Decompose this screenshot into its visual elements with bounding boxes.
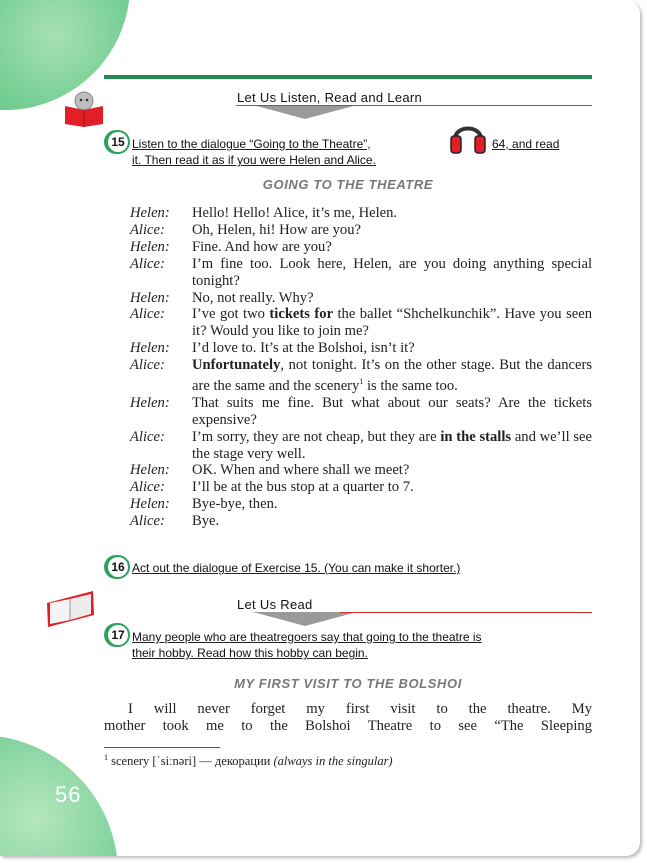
dialogue-text: is the same too. — [363, 377, 458, 394]
dialogue-text: OK. When and where shall we meet? — [192, 462, 410, 479]
dialogue-text: the ballet “Shchelkunchik”. Have you seen it? Would you like to join me? — [192, 306, 592, 340]
speaker-name: Helen: — [130, 289, 170, 306]
speaker-name: Helen: — [130, 340, 170, 357]
emphasized-phrase: in the stalls — [440, 428, 512, 445]
dialogue-line — [192, 306, 592, 340]
dialogue-row — [130, 306, 592, 340]
reader-icon — [62, 90, 106, 128]
speaker-name: Alice: — [130, 221, 165, 238]
speaker-name: Alice: — [130, 255, 165, 272]
exercise-15-line2 — [132, 152, 376, 168]
dialogue-text: and we’ll see the stage very well. — [192, 428, 593, 462]
dialogue-line — [192, 290, 592, 307]
section-underline-read — [340, 612, 592, 613]
exercise-15-instruction — [132, 136, 371, 152]
dialogue-line — [192, 496, 592, 513]
dialogue-row — [130, 395, 592, 429]
dialogue-row — [130, 239, 592, 256]
dialogue-line — [192, 222, 592, 239]
footnote-ref: 1 — [359, 377, 364, 387]
open-book-icon — [44, 589, 96, 629]
dialogue-text: Hello! Hello! Alice, it’s me, Helen. — [192, 205, 398, 221]
dialogue-line — [192, 462, 592, 479]
dialogue-row — [130, 357, 592, 395]
dialogue-line — [192, 256, 592, 290]
dialogue-row — [130, 429, 592, 463]
dialogue-row — [130, 479, 592, 496]
footnote-dash: — — [199, 754, 212, 769]
footnote-word: scenery — [111, 754, 150, 769]
section-heading-listen: Let Us Listen, Read and Learn — [237, 90, 423, 105]
exercise-number-16: 16 — [106, 555, 130, 579]
speaker-name: Helen: — [130, 394, 170, 411]
dialogue-row — [130, 513, 592, 530]
exercise-15-line2-text: it. Then read it as if you were Helen and Alice. — [132, 153, 376, 167]
dialogue-line — [192, 340, 592, 357]
track-number-text: 64, and read — [492, 137, 560, 151]
dialogue-text: I’m fine too. Look here, Helen, are you doing anything special tonight? — [192, 255, 592, 289]
footnote-rule — [104, 747, 220, 748]
speaker-name: Alice: — [130, 428, 165, 445]
section-underline — [236, 105, 592, 106]
dialogue-text: Bye-bye, then. — [192, 496, 278, 513]
dialogue-text: I’m sorry, they are not cheap, but they are — [192, 428, 441, 445]
dialogue-text: No, not really. Why? — [192, 289, 314, 306]
exercise-17-line1-text: Many people who are theatregoers say that going to the theatre is — [132, 630, 482, 644]
dialogue-line — [192, 205, 592, 222]
exercise-number-15: 15 — [106, 130, 130, 154]
speaker-name: Helen: — [130, 496, 170, 513]
dialogue-row — [130, 256, 592, 290]
exercise-17-line2-text: their hobby. Read how this hobby can begin. — [132, 646, 368, 660]
section-heading-read: Let Us Read — [237, 597, 313, 612]
speaker-name: Alice: — [130, 357, 165, 374]
speaker-name: Alice: — [130, 479, 165, 496]
emphasized-phrase: Unfortunately — [192, 357, 281, 374]
dialogue-text: I’ll be at the bus stop at a quarter to 7. — [192, 479, 414, 496]
exercise-17-line1 — [132, 629, 482, 645]
exercise-number-17: 17 — [106, 623, 130, 647]
footnote — [104, 753, 393, 769]
speaker-name: Helen: — [130, 238, 170, 255]
dialogue-line — [192, 239, 592, 256]
headphones-icon — [448, 117, 488, 155]
dialogue-line — [192, 479, 592, 496]
dialogue-text: Oh, Helen, hi! How are you? — [192, 221, 361, 238]
dialogue-line — [192, 357, 592, 395]
dialogue-row — [130, 496, 592, 513]
dialogue-text: , not tonight. It’s on the other stage. But the dancers are the same and the scenery — [192, 357, 592, 394]
story-title: MY FIRST VISIT TO THE BOLSHOI — [234, 676, 462, 691]
emphasized-phrase: tickets for — [269, 306, 334, 323]
dialogue-row — [130, 205, 592, 222]
dialogue-row — [130, 222, 592, 239]
dialogue-text: Bye. — [192, 513, 220, 530]
dialogue-line — [192, 395, 592, 429]
dialogue-text: I’ve got two — [192, 306, 270, 323]
exercise-17-line2 — [132, 645, 368, 661]
exercise-15-line1a: Listen to the dialogue “Going to the Theatre”, — [132, 137, 371, 151]
speaker-name: Helen: — [130, 462, 170, 479]
dialogue-text: I’d love to. It’s at the Bolshoi, isn’t it? — [192, 340, 415, 357]
exercise-15-track — [492, 136, 559, 152]
dialogue-title: GOING TO THE THEATRE — [262, 177, 434, 192]
exercise-16-instruction — [132, 560, 460, 576]
speaker-name: Alice: — [130, 306, 165, 323]
dialogue-row — [130, 340, 592, 357]
footnote-mark: 1 — [104, 753, 108, 762]
dialogue — [130, 205, 592, 530]
section-pointer-read — [253, 612, 357, 626]
dialogue-row — [130, 290, 592, 307]
exercise-16-text: Act out the dialogue of Exercise 15. (You can make it shorter.) — [132, 561, 461, 575]
footnote-translation: декорации — [214, 754, 271, 769]
dialogue-row — [130, 462, 592, 479]
top-rule — [104, 75, 592, 79]
dialogue-text: That suits me fine. But what about our seats? Are the tickets expensive? — [192, 394, 592, 428]
speaker-name: Alice: — [130, 513, 165, 530]
dialogue-text: Fine. And how are you? — [192, 238, 332, 255]
story-line-1: I will never forget my first visit to the theatre. My — [128, 701, 592, 717]
page-number: 56 — [55, 782, 82, 807]
footnote-note: (always in the singular) — [273, 754, 393, 769]
story-text — [104, 701, 592, 735]
footnote-transcription: [ˈsiːnəri] — [152, 754, 197, 769]
dialogue-line — [192, 513, 592, 530]
section-pointer — [253, 105, 357, 119]
story-line-2: mother took me to the Bolshoi Theatre to see “The Sleeping — [104, 718, 592, 734]
speaker-name: Helen: — [130, 205, 170, 221]
dialogue-line — [192, 429, 592, 463]
